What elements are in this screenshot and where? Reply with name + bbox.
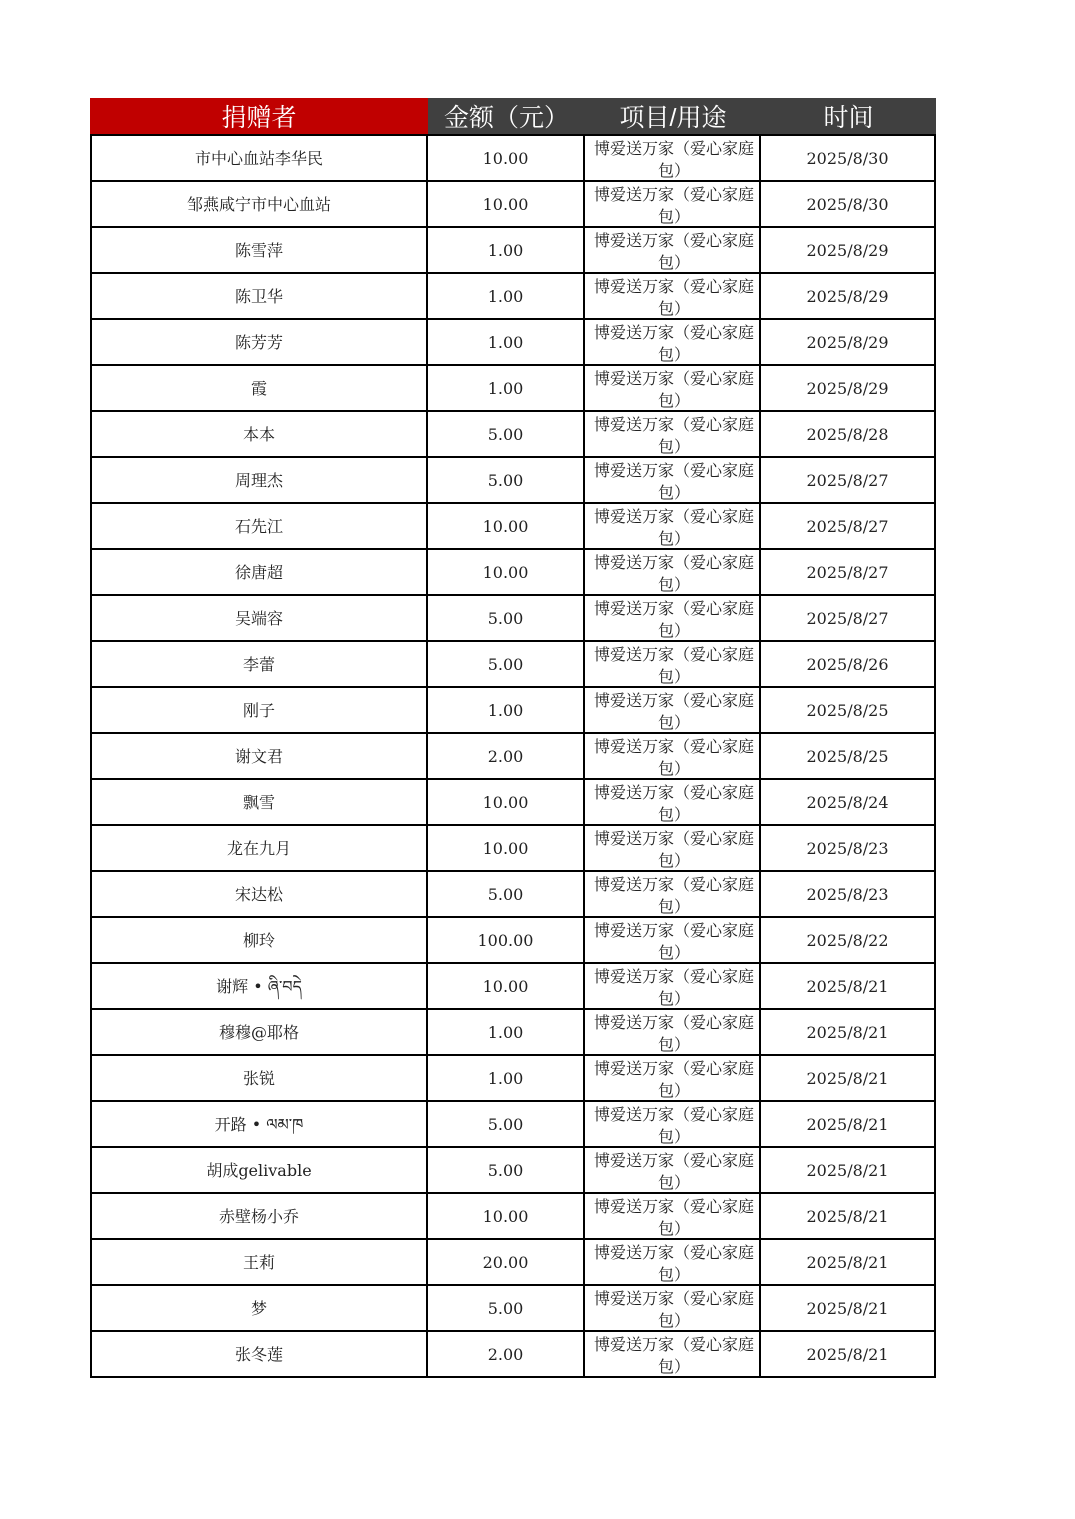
amount-cell: 20.00 xyxy=(428,1240,585,1284)
amount-cell: 1.00 xyxy=(428,228,585,272)
table-row xyxy=(92,366,934,412)
donor-cell: 陈卫华 xyxy=(92,274,428,318)
table-row xyxy=(92,1194,934,1240)
amount-cell: 5.00 xyxy=(428,1102,585,1146)
time-cell: 2025/8/21 xyxy=(806,1206,889,1226)
donor-cell: 李蕾 xyxy=(92,642,428,686)
table-row xyxy=(92,964,934,1010)
table-row xyxy=(92,872,934,918)
donation-table xyxy=(90,98,936,1378)
header-project: 项目/用途 xyxy=(585,98,761,134)
time-cell: 2025/8/21 xyxy=(806,976,889,996)
project-cell: 博爱送万家（爱心家庭包） xyxy=(585,688,761,732)
project-cell: 博爱送万家（爱心家庭包） xyxy=(585,1102,761,1146)
time-cell: 2025/8/23 xyxy=(806,838,889,858)
amount-cell: 5.00 xyxy=(428,1148,585,1192)
time-cell: 2025/8/25 xyxy=(806,746,889,766)
amount-cell: 1.00 xyxy=(428,366,585,410)
project-cell: 博爱送万家（爱心家庭包） xyxy=(585,826,761,870)
table-row xyxy=(92,826,934,872)
table-row xyxy=(92,504,934,550)
table-header xyxy=(90,98,936,134)
donor-cell: 市中心血站李华民 xyxy=(92,136,428,180)
amount-cell: 10.00 xyxy=(428,136,585,180)
donor-cell: 陈雪萍 xyxy=(92,228,428,272)
donor-cell: 梦 xyxy=(92,1286,428,1330)
donor-cell: 徐唐超 xyxy=(92,550,428,594)
project-cell: 博爱送万家（爱心家庭包） xyxy=(585,1240,761,1284)
time-cell: 2025/8/29 xyxy=(806,286,889,306)
table-row xyxy=(92,1102,934,1148)
time-cell: 2025/8/21 xyxy=(806,1252,889,1272)
table-row xyxy=(92,734,934,780)
donor-cell: 胡成gelivable xyxy=(92,1148,428,1192)
donor-cell: 石先江 xyxy=(92,504,428,548)
amount-cell: 1.00 xyxy=(428,274,585,318)
time-cell: 2025/8/28 xyxy=(806,424,889,444)
project-cell: 博爱送万家（爱心家庭包） xyxy=(585,1286,761,1330)
table-row xyxy=(92,320,934,366)
donor-cell: 张冬莲 xyxy=(92,1332,428,1376)
donor-cell: 谢辉 • ཞི་བདེ xyxy=(92,964,428,1008)
project-cell: 博爱送万家（爱心家庭包） xyxy=(585,1332,761,1376)
project-cell: 博爱送万家（爱心家庭包） xyxy=(585,228,761,272)
time-cell: 2025/8/21 xyxy=(806,1114,889,1134)
time-cell: 2025/8/21 xyxy=(806,1344,889,1364)
time-cell: 2025/8/22 xyxy=(806,930,889,950)
project-cell: 博爱送万家（爱心家庭包） xyxy=(585,504,761,548)
project-cell: 博爱送万家（爱心家庭包） xyxy=(585,1194,761,1238)
time-cell: 2025/8/21 xyxy=(806,1068,889,1088)
time-cell: 2025/8/30 xyxy=(806,194,889,214)
project-cell: 博爱送万家（爱心家庭包） xyxy=(585,366,761,410)
time-cell: 2025/8/29 xyxy=(806,332,889,352)
donor-cell: 王莉 xyxy=(92,1240,428,1284)
donor-cell: 开路 • ལམ་ཁ xyxy=(92,1102,428,1146)
project-cell: 博爱送万家（爱心家庭包） xyxy=(585,550,761,594)
header-amount: 金额（元） xyxy=(428,98,585,134)
table-row xyxy=(92,1286,934,1332)
amount-cell: 5.00 xyxy=(428,596,585,640)
amount-cell: 10.00 xyxy=(428,182,585,226)
amount-cell: 10.00 xyxy=(428,550,585,594)
project-cell: 博爱送万家（爱心家庭包） xyxy=(585,458,761,502)
amount-cell: 5.00 xyxy=(428,458,585,502)
project-cell: 博爱送万家（爱心家庭包） xyxy=(585,182,761,226)
table-row xyxy=(92,642,934,688)
time-cell: 2025/8/25 xyxy=(806,700,889,720)
project-cell: 博爱送万家（爱心家庭包） xyxy=(585,734,761,778)
amount-cell: 100.00 xyxy=(428,918,585,962)
time-cell: 2025/8/23 xyxy=(806,884,889,904)
project-cell: 博爱送万家（爱心家庭包） xyxy=(585,596,761,640)
amount-cell: 5.00 xyxy=(428,872,585,916)
amount-cell: 5.00 xyxy=(428,412,585,456)
time-cell: 2025/8/21 xyxy=(806,1022,889,1042)
table-row xyxy=(92,596,934,642)
amount-cell: 5.00 xyxy=(428,642,585,686)
amount-cell: 5.00 xyxy=(428,1286,585,1330)
amount-cell: 1.00 xyxy=(428,688,585,732)
project-cell: 博爱送万家（爱心家庭包） xyxy=(585,918,761,962)
project-cell: 博爱送万家（爱心家庭包） xyxy=(585,642,761,686)
time-cell: 2025/8/21 xyxy=(806,1298,889,1318)
table-row xyxy=(92,1056,934,1102)
donor-cell: 周理杰 xyxy=(92,458,428,502)
donor-cell: 穆穆@耶格 xyxy=(92,1010,428,1054)
donor-cell: 陈芳芳 xyxy=(92,320,428,364)
amount-cell: 10.00 xyxy=(428,1194,585,1238)
donor-cell: 谢文君 xyxy=(92,734,428,778)
project-cell: 博爱送万家（爱心家庭包） xyxy=(585,274,761,318)
table-row xyxy=(92,688,934,734)
project-cell: 博爱送万家（爱心家庭包） xyxy=(585,872,761,916)
amount-cell: 1.00 xyxy=(428,1056,585,1100)
project-cell: 博爱送万家（爱心家庭包） xyxy=(585,1056,761,1100)
project-cell: 博爱送万家（爱心家庭包） xyxy=(585,1010,761,1054)
time-cell: 2025/8/30 xyxy=(806,148,889,168)
table-row xyxy=(92,182,934,228)
header-time: 时间 xyxy=(761,98,936,134)
table-row xyxy=(92,458,934,504)
donor-cell: 邹燕咸宁市中心血站 xyxy=(92,182,428,226)
table-row xyxy=(92,412,934,458)
table-row xyxy=(92,918,934,964)
project-cell: 博爱送万家（爱心家庭包） xyxy=(585,412,761,456)
table-row xyxy=(92,274,934,320)
project-cell: 博爱送万家（爱心家庭包） xyxy=(585,320,761,364)
header-donor: 捐赠者 xyxy=(90,98,428,134)
donor-cell: 宋达松 xyxy=(92,872,428,916)
time-cell: 2025/8/29 xyxy=(806,378,889,398)
amount-cell: 1.00 xyxy=(428,1010,585,1054)
donor-cell: 霞 xyxy=(92,366,428,410)
amount-cell: 10.00 xyxy=(428,826,585,870)
table-row xyxy=(92,136,934,182)
project-cell: 博爱送万家（爱心家庭包） xyxy=(585,964,761,1008)
project-cell: 博爱送万家（爱心家庭包） xyxy=(585,1148,761,1192)
donor-cell: 赤壁杨小乔 xyxy=(92,1194,428,1238)
time-cell: 2025/8/27 xyxy=(806,516,889,536)
time-cell: 2025/8/29 xyxy=(806,240,889,260)
time-cell: 2025/8/27 xyxy=(806,608,889,628)
donor-cell: 本本 xyxy=(92,412,428,456)
table-row xyxy=(92,1010,934,1056)
amount-cell: 10.00 xyxy=(428,504,585,548)
amount-cell: 10.00 xyxy=(428,780,585,824)
table-row xyxy=(92,1240,934,1286)
time-cell: 2025/8/27 xyxy=(806,470,889,490)
amount-cell: 2.00 xyxy=(428,1332,585,1376)
project-cell: 博爱送万家（爱心家庭包） xyxy=(585,780,761,824)
amount-cell: 1.00 xyxy=(428,320,585,364)
table-row xyxy=(92,1148,934,1194)
table-row xyxy=(92,550,934,596)
donor-cell: 刚子 xyxy=(92,688,428,732)
project-cell: 博爱送万家（爱心家庭包） xyxy=(585,136,761,180)
table-row xyxy=(92,1332,934,1378)
donor-cell: 飘雪 xyxy=(92,780,428,824)
table-row xyxy=(92,780,934,826)
time-cell: 2025/8/21 xyxy=(806,1160,889,1180)
donor-cell: 柳玲 xyxy=(92,918,428,962)
time-cell: 2025/8/27 xyxy=(806,562,889,582)
time-cell: 2025/8/24 xyxy=(806,792,889,812)
amount-cell: 2.00 xyxy=(428,734,585,778)
table-body xyxy=(90,134,936,1378)
donor-cell: 张锐 xyxy=(92,1056,428,1100)
time-cell: 2025/8/26 xyxy=(806,654,889,674)
table-row xyxy=(92,228,934,274)
donor-cell: 龙在九月 xyxy=(92,826,428,870)
donor-cell: 吴端容 xyxy=(92,596,428,640)
amount-cell: 10.00 xyxy=(428,964,585,1008)
